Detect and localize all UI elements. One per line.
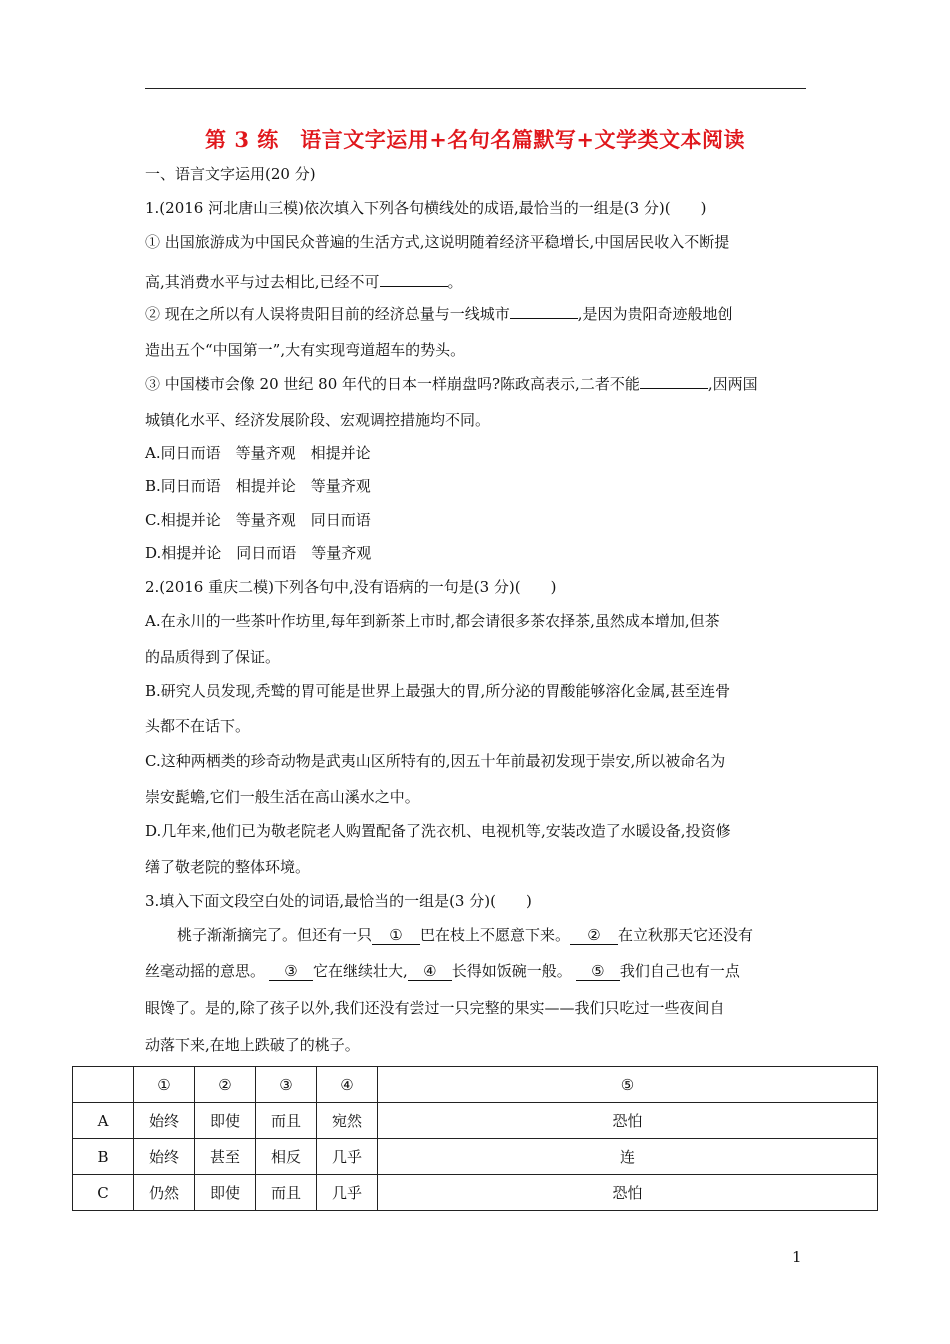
table-cell [73, 1067, 134, 1103]
q2-option-d-line2: 缮了敬老院的整体环境。 [145, 858, 311, 876]
table-header-row [73, 1067, 878, 1103]
q1-stem: 1.(2016 河北唐山三模)依次填入下列各句横线处的成语,最恰当的一组是(3 分)( ) [145, 199, 707, 217]
q2-option-c-line1: C.这种两栖类的珍奇动物是武夷山区所特有的,因五十年前最初发现于崇安,所以被命名为 [145, 752, 726, 770]
answer-blank-1 [380, 270, 448, 287]
table-cell: 连 [378, 1139, 878, 1175]
q2-option-c-line2: 崇安髭蟾,它们一般生活在高山溪水之中。 [145, 788, 420, 806]
table-row [73, 1103, 878, 1139]
answer-blank-2 [510, 302, 578, 319]
passage-blank-5: ⑤ [576, 962, 620, 981]
table-cell: ② [195, 1067, 256, 1103]
q3-options-table [72, 1066, 878, 1211]
q1-sentence1-line2: 高,其消费水平与过去相比,已经不可 。 [145, 270, 463, 292]
q1-option-d: D.相提并论 同日而语 等量齐观 [145, 544, 372, 562]
table-cell: A [73, 1103, 134, 1139]
q1-sentence2-line1: ② 现在之所以有人误将贵阳目前的经济总量与一线城市 ,是因为贵阳奇迹般地创 [145, 302, 733, 324]
q1-option-b: B.同日而语 相提并论 等量齐观 [145, 477, 371, 495]
table-cell: 恐怕 [378, 1175, 878, 1211]
table-cell: 甚至 [195, 1139, 256, 1175]
table-cell: 恐怕 [378, 1103, 878, 1139]
q3-passage-line4: 动落下来,在地上跌破了的桃子。 [145, 1036, 360, 1054]
passage-blank-4: ④ [408, 962, 452, 981]
table-cell: 几乎 [317, 1175, 378, 1211]
q2-option-b-line1: B.研究人员发现,秃鹫的胃可能是世界上最强大的胃,所分泌的胃酸能够溶化金属,甚至连骨 [145, 682, 731, 700]
table-cell: ① [134, 1067, 195, 1103]
q1-sentence1-line1: ① 出国旅游成为中国民众普遍的生活方式,这说明随着经济平稳增长,中国居民收入不断提 [145, 233, 730, 251]
passage-blank-1: ① [372, 926, 420, 945]
q2-stem: 2.(2016 重庆二模)下列各句中,没有语病的一句是(3 分)( ) [145, 578, 557, 596]
table-cell: ④ [317, 1067, 378, 1103]
q3-passage-line1: 桃子渐渐摘完了。但还有一只 ① 巴在枝上不愿意下来。 ② 在立秋那天它还没有 [177, 926, 754, 944]
table-cell: 仍然 [134, 1175, 195, 1211]
table-cell: ③ [256, 1067, 317, 1103]
q2-option-b-line2: 头都不在话下。 [145, 717, 251, 735]
table-cell: 而且 [256, 1103, 317, 1139]
table-cell: 即使 [195, 1175, 256, 1211]
page-title: 第 3 练 语言文字运用+名句名篇默写+文学类文本阅读 [205, 127, 745, 152]
page-number: 1 [792, 1248, 802, 1266]
q3-passage-line2: 丝毫动摇的意思。 ③ 它在继续壮大, ④ 长得如饭碗一般。 ⑤ 我们自己也有一点 [145, 962, 740, 980]
table-cell: 始终 [134, 1139, 195, 1175]
table-cell: 而且 [256, 1175, 317, 1211]
table-cell: ⑤ [378, 1067, 878, 1103]
section-heading: 一、语言文字运用(20 分) [145, 165, 316, 183]
q2-option-d-line1: D.几年来,他们已为敬老院老人购置配备了洗衣机、电视机等,安装改造了水暖设备,投资修 [145, 822, 731, 840]
passage-blank-2: ② [570, 926, 618, 945]
table-cell: 始终 [134, 1103, 195, 1139]
q1-option-a: A.同日而语 等量齐观 相提并论 [145, 444, 371, 462]
q1-option-c: C.相提并论 等量齐观 同日而语 [145, 511, 371, 529]
q2-option-a-line1: A.在永川的一些茶叶作坊里,每年到新茶上市时,都会请很多茶农择茶,虽然成本增加,但茶 [145, 612, 720, 630]
header-rule [145, 88, 806, 89]
q1-sentence3-line1: ③ 中国楼市会像 20 世纪 80 年代的日本一样崩盘吗?陈政高表示,二者不能 ,因两国 [145, 372, 758, 394]
table-cell: C [73, 1175, 134, 1211]
q1-sentence2-line2: 造出五个“中国第一”,大有实现弯道超车的势头。 [145, 341, 466, 359]
table-cell: 宛然 [317, 1103, 378, 1139]
table-row [73, 1139, 878, 1175]
q1-sentence3-line2: 城镇化水平、经济发展阶段、宏观调控措施均不同。 [145, 411, 491, 429]
table-cell: 相反 [256, 1139, 317, 1175]
answer-blank-3 [640, 372, 708, 389]
table-cell: 即使 [195, 1103, 256, 1139]
passage-blank-3: ③ [269, 962, 313, 981]
q3-passage-line3: 眼馋了。是的,除了孩子以外,我们还没有尝过一只完整的果实——我们只吃过一些夜间自 [145, 999, 725, 1017]
table-cell: B [73, 1139, 134, 1175]
q2-option-a-line2: 的品质得到了保证。 [145, 648, 281, 666]
table-row [73, 1175, 878, 1211]
q3-stem: 3.填入下面文段空白处的词语,最恰当的一组是(3 分)( ) [145, 892, 532, 910]
table-cell: 几乎 [317, 1139, 378, 1175]
